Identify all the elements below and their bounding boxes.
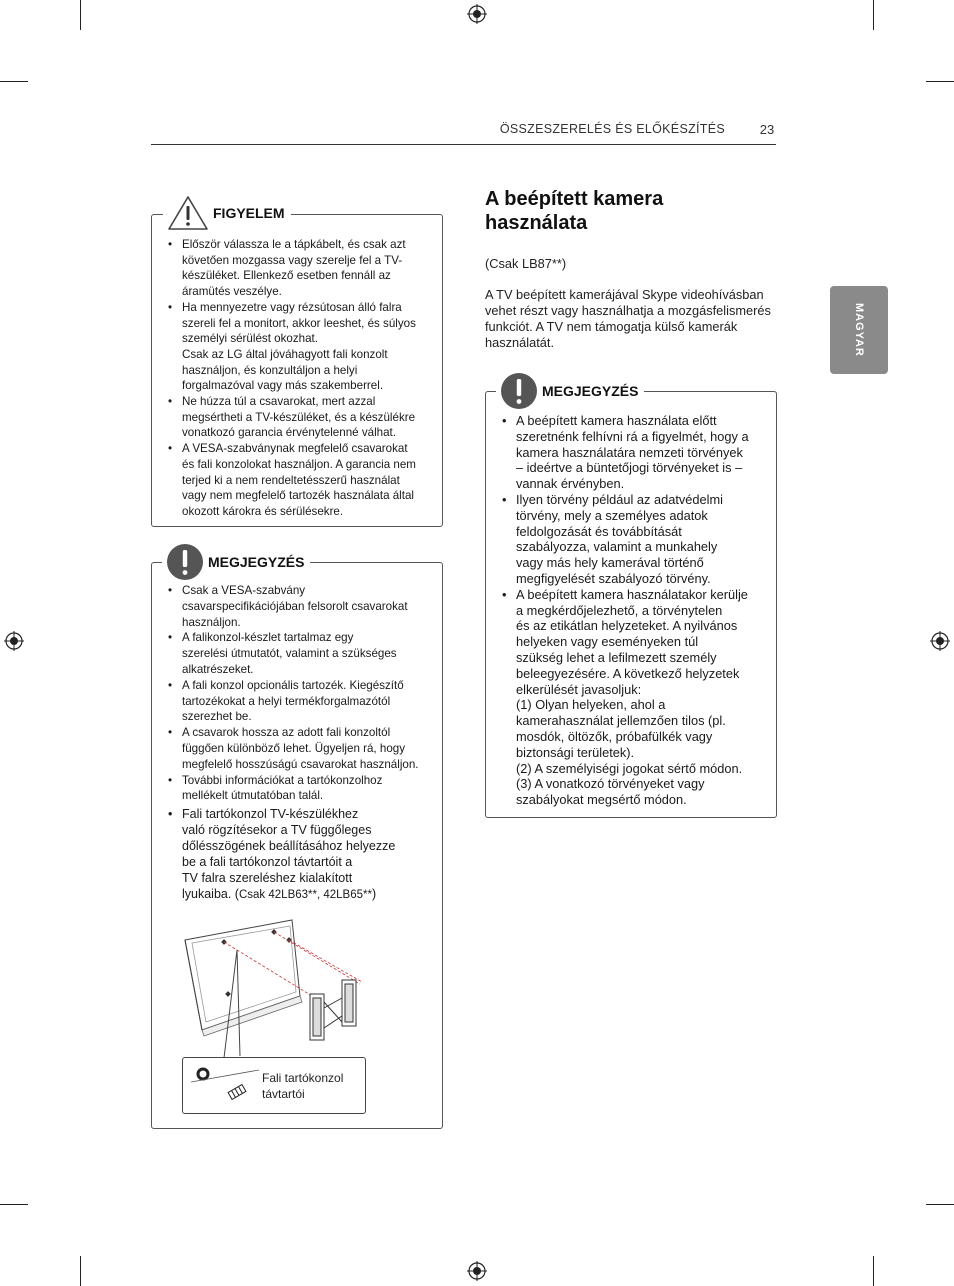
list-item: • A VESA-szabványnak megfelelő csavarokat és fali konzolokat használjon. A garancia nem terjed ki a nem rendeltetésszerű használat vagy nem megfelelő tartozék használata által okozott károkra és sérülésekre. bbox=[168, 441, 433, 520]
list-item: • Csak a VESA-szabvány csavarspecifikációjában felsorolt csavarokat használjon. bbox=[168, 583, 436, 630]
list-item: • A falikonzol-készlet tartalmaz egy szerelési útmutatót, valamint a szükséges alkatrészeket. bbox=[168, 630, 436, 677]
running-header-section: ÖSSZESZERELÉS ÉS ELŐKÉSZÍTÉS bbox=[499, 122, 725, 136]
exclamation-circle-icon bbox=[500, 372, 538, 410]
list-item: • Először válassza le a tápkábelt, és csak azt követően mozgassa vagy szerelje fel a TV- készüléket. Ellenkező esetben fennáll az áramütés veszélye. bbox=[168, 237, 433, 300]
crop-mark bbox=[0, 81, 28, 82]
warning-box bbox=[151, 214, 443, 527]
note-list-left bbox=[168, 583, 436, 904]
note-heading-right bbox=[496, 371, 644, 411]
section-intro: A TV beépített kamerájával Skype videohívásban vehet részt vagy használhatja a mozgásfelismerés funkciót. A TV nem támogatja külső kamerák használatát. bbox=[485, 287, 771, 350]
crop-mark bbox=[873, 0, 874, 30]
exclamation-circle-icon bbox=[166, 543, 204, 581]
note-label-right: MEGJEGYZÉS bbox=[542, 383, 639, 399]
crop-mark bbox=[873, 1256, 874, 1286]
header-divider bbox=[151, 144, 776, 145]
warning-triangle-icon bbox=[167, 195, 209, 231]
model-applicability: (Csak LB87**) bbox=[485, 256, 567, 271]
page-number: 23 bbox=[759, 122, 775, 137]
list-item: • Ilyen törvény például az adatvédelmi törvény, mely a személyes adatok feldolgozását és továbbítását szabályozza, valamint a munkahely vagy más hely kamerával történő megfigyelését szabályozó törvény. bbox=[502, 492, 770, 587]
list-item: • A beépített kamera használata előtt szeretnénk felhívni rá a figyelmét, hogy a kamera használatára nemzeti törvények – ideértve a büntetőjogi törvényeket is – vannak érvényben. bbox=[502, 413, 770, 492]
warning-heading bbox=[163, 194, 291, 232]
list-item: • A fali konzol opcionális tartozék. Kiegészítő tartozékokat a helyi termékforgalmazótól szerezhet be. bbox=[168, 678, 436, 725]
language-side-tab bbox=[830, 286, 888, 374]
list-item: • Ha mennyezetre vagy rézsútosan álló falra szereli fel a monitort, akkor leeshet, és súlyos személyi sérülést okozhat. Csak az LG által jóváhagyott fali konzolt használjon, és konzultáljon a helyi forgalmazóval vagy más szakemberrel. bbox=[168, 300, 433, 394]
note-list-right bbox=[502, 413, 770, 808]
figure-caption: Fali tartókonzol távtartói bbox=[262, 1071, 344, 1101]
registration-mark-icon bbox=[4, 631, 24, 651]
list-item: • A csavarok hossza az adott fali konzoltól függően különböző lehet. Ügyeljen rá, hogy megfelelő hosszúságú csavarokat használjon. bbox=[168, 725, 436, 772]
note-box-right bbox=[485, 391, 777, 818]
registration-mark-icon bbox=[467, 1261, 487, 1281]
crop-mark bbox=[80, 0, 81, 30]
crop-mark bbox=[926, 1204, 954, 1205]
model-note: Csak 42LB63**, 42LB65** bbox=[238, 888, 372, 901]
list-item: • Fali tartókonzol TV-készülékhez való rögzítésekor a TV függőleges dőlésszögének beállításához helyezze be a fali tartókonzol távtartóit a TV falra szereléshez kialakított lyukaiba. (Csak 42LB63**, 42LB65**) bbox=[168, 807, 436, 903]
registration-mark-icon bbox=[467, 4, 487, 24]
crop-mark bbox=[80, 1256, 81, 1286]
section-title: A beépített kamera használata bbox=[485, 188, 664, 234]
crop-mark bbox=[926, 81, 954, 82]
note-label-left: MEGJEGYZÉS bbox=[208, 554, 305, 570]
spacer-icon bbox=[189, 1062, 259, 1112]
language-tab-label: MAGYAR bbox=[853, 303, 865, 357]
registration-mark-icon bbox=[930, 631, 950, 651]
note-heading-left bbox=[162, 542, 310, 582]
list-item: • Ne húzza túl a csavarokat, mert azzal megsértheti a TV-készüléket, és a készülékre vonatkozó garancia érvénytelenné válhat. bbox=[168, 394, 433, 441]
list-item: • További információkat a tartókonzolhoz mellékelt útmutatóban talál. bbox=[168, 773, 436, 805]
list-item: • A beépített kamera használatakor kerülje a megkérdőjelezhető, a törvénytelen és az etikátlan helyzeteket. A nyilvános helyeken vagy eseményeken túl szükség lehet a lefilmezett személy beleegyezésére. A következő helyzetek elkerülését javasoljuk: (1) Olyan helyeken, ahol a kamerahasználat jellemzően tilos (pl. mosdók, öltözők, próbafülkék vagy biztonsági területek). (2) A személyiségi jogokat sértő módon. (3) A vonatkozó törvényeket vagy szabályokat megsértő módon. bbox=[502, 587, 770, 808]
crop-mark bbox=[0, 1204, 28, 1205]
warning-list bbox=[168, 237, 433, 520]
warning-label: FIGYELEM bbox=[213, 205, 285, 221]
